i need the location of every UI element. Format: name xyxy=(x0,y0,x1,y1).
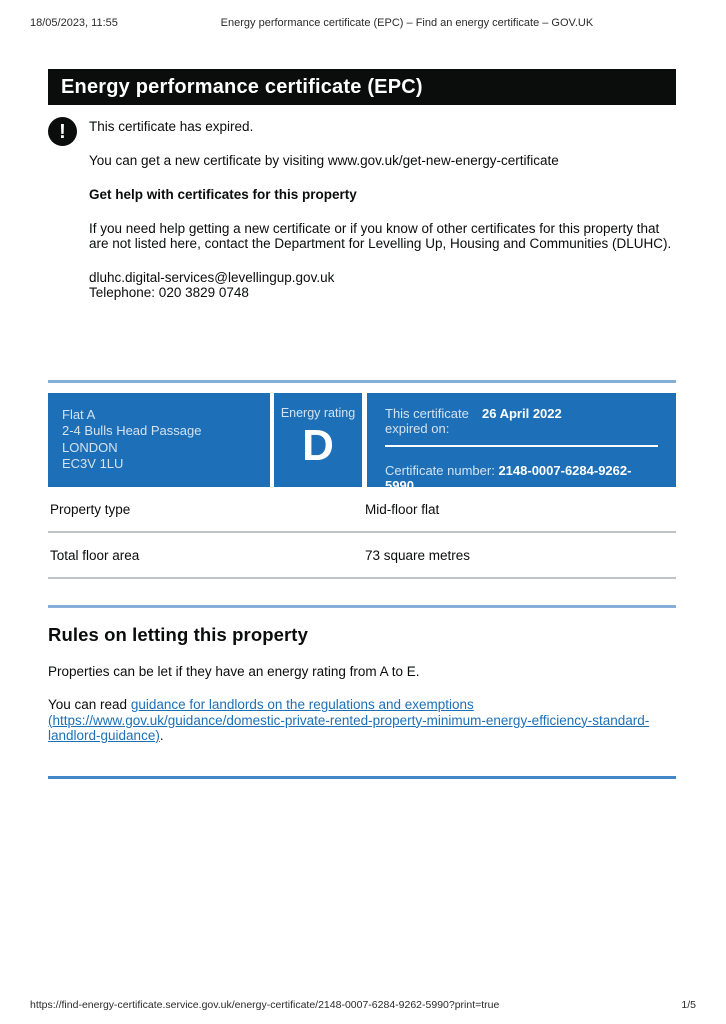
print-footer xyxy=(30,999,696,1011)
guidance-paragraph xyxy=(48,697,676,744)
page-title: Energy performance certificate (EPC) xyxy=(61,76,423,98)
row-label: Property type xyxy=(50,501,131,517)
expiry-label: This certificate expired on: xyxy=(385,405,469,436)
energy-rating-label: Energy rating xyxy=(280,405,356,420)
help-heading: Get help with certificates for this property xyxy=(89,187,357,202)
expired-notice xyxy=(48,117,676,301)
print-header xyxy=(0,0,726,29)
print-page-title: Energy performance certificate (EPC) – Find an energy certificate – GOV.UK xyxy=(220,17,594,29)
address-line: EC3V 1LU xyxy=(62,456,124,471)
contact-email: dluhc.digital-services@levellingup.gov.uk xyxy=(89,269,335,285)
page-number: 1/5 xyxy=(681,999,696,1011)
print-datetime: 18/05/2023, 11:55 xyxy=(30,17,118,29)
rules-heading: Rules on letting this property xyxy=(48,623,308,645)
certificate-summary xyxy=(48,393,676,493)
row-value: Mid-floor flat xyxy=(365,501,440,517)
warning-icon: ! xyxy=(48,117,77,146)
property-details-table xyxy=(48,487,676,579)
expired-notice-text xyxy=(89,117,676,301)
expiry-date: 26 April 2022 xyxy=(482,405,562,421)
footer-url: https://find-energy-certificate.service.gov.uk/energy-certificate/2148-0007-6284-9262-5990?print=true xyxy=(30,999,500,1011)
certificate-number: 2148-0007-6284-9262-5990 xyxy=(385,462,632,493)
page-content xyxy=(48,69,676,779)
address-line: 2-4 Bulls Head Passage xyxy=(62,423,202,438)
contact-phone: Telephone: 020 3829 0748 xyxy=(89,285,249,300)
section-divider xyxy=(48,380,676,383)
help-body: If you need help getting a new certificate or if you know of other certificates for this property that are not listed here, contact the Department for Levelling Up, Housing and Communities (DLUHC). xyxy=(89,220,672,251)
contact-details xyxy=(89,270,676,301)
energy-rating-panel xyxy=(274,393,362,487)
certificate-meta-panel xyxy=(367,393,676,493)
page-title-banner xyxy=(48,69,676,105)
guidance-suffix: . xyxy=(159,728,164,743)
address-line: Flat A xyxy=(62,406,96,422)
expiry-row xyxy=(385,406,658,437)
guidance-prefix: You can read xyxy=(48,697,131,712)
property-address xyxy=(48,393,270,487)
landlord-guidance-link[interactable]: guidance for landlords on the regulations and exemptions (https://www.gov.uk/guidance/domestic-private-rented-property-minimum-energy-efficiency-standard-landlord-guidance) xyxy=(48,697,650,743)
new-certificate-message: You can get a new certificate by visiting www.gov.uk/get-new-energy-certificate xyxy=(89,152,559,168)
expired-message: This certificate has expired. xyxy=(89,119,254,134)
row-label: Total floor area xyxy=(50,547,140,563)
address-line: LONDON xyxy=(62,439,118,455)
certificate-number-row xyxy=(385,463,658,493)
table-row-property-type xyxy=(48,487,676,533)
row-value: 73 square metres xyxy=(365,547,471,563)
section-divider xyxy=(48,776,676,779)
energy-rating-value: D xyxy=(302,420,334,470)
panel-separator xyxy=(385,445,658,447)
certificate-number-label: Certificate number: xyxy=(385,462,495,478)
table-row-total-floor-area xyxy=(48,533,676,579)
section-divider xyxy=(48,605,676,608)
rules-body: Properties can be let if they have an energy rating from A to E. xyxy=(48,663,420,679)
